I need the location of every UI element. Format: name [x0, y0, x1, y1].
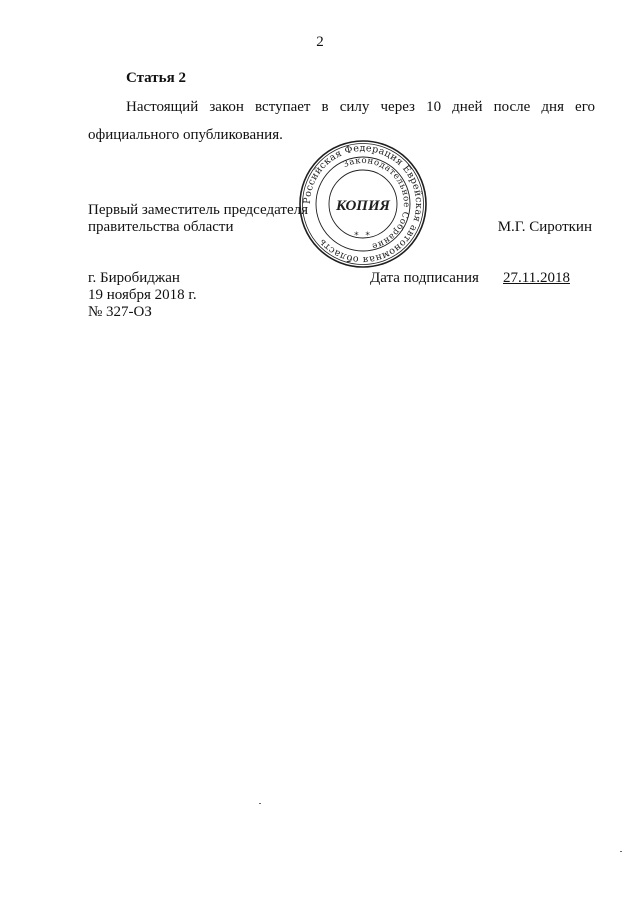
law-number: № 327-ОЗ — [88, 304, 152, 320]
article-text: Настоящий закон вступает в силу через 10 дней после дня его официального опубликования. — [88, 99, 595, 143]
scan-speck — [620, 851, 622, 852]
city: г. Биробиджан — [88, 270, 180, 286]
seal-inner-text: Законодательное Собрание — [341, 155, 412, 252]
signer-position-line-2: правительства области — [88, 219, 234, 235]
place-block — [88, 270, 197, 321]
seal-outer-text: Российская Федерация Еврейская автономная область — [301, 142, 425, 266]
seal-center-text: КОПИЯ — [336, 198, 390, 214]
seal-stars: * * — [354, 231, 372, 241]
sign-date-value: 27.11.2018 — [503, 270, 570, 286]
signer-name: М.Г. Сироткин — [497, 219, 592, 235]
law-date: 19 ноября 2018 г. — [88, 287, 197, 303]
article-title: Статья 2 — [126, 70, 186, 86]
scan-speck — [259, 803, 261, 804]
official-seal — [297, 138, 429, 270]
signer-position-line-1: Первый заместитель председателя — [88, 202, 308, 218]
signer-position — [88, 202, 308, 236]
sign-date-label: Дата подписания — [370, 270, 479, 286]
page-number: 2 — [316, 34, 324, 50]
